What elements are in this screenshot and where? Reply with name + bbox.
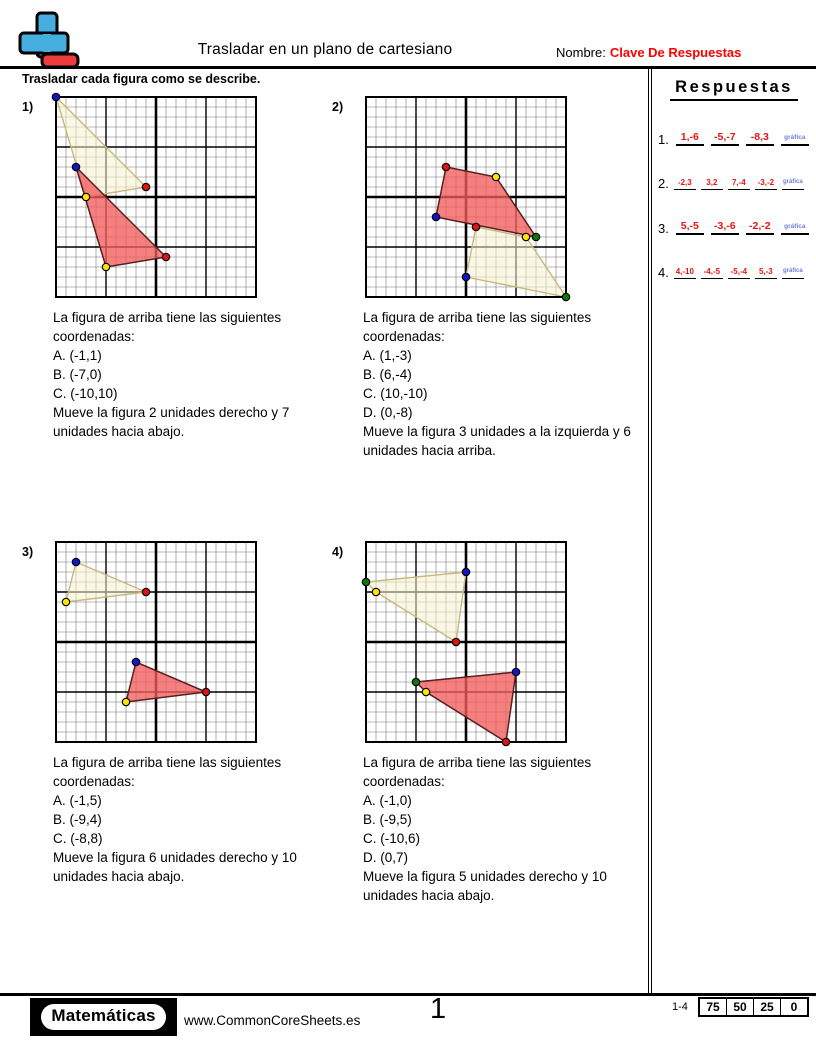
move-instruction: Mueve la figura 5 unidades derecho y 10 unidades hacia abajo.: [363, 869, 607, 903]
vertex-dot-A: [502, 738, 509, 745]
vertex-dot-B: [82, 193, 89, 200]
vertex-dot-C: [362, 578, 369, 585]
vertex-dot-B: [522, 233, 529, 240]
answer-row: [658, 132, 810, 146]
vertex-dot-B: [122, 698, 129, 705]
answer-value: -4,-5: [701, 266, 723, 279]
vertex-dot-A: [142, 588, 149, 595]
vertex-dot-B: [102, 263, 109, 270]
grafica-link: gráfica: [781, 221, 809, 235]
vertex-dot-C: [72, 558, 79, 565]
footer-divider: [0, 993, 816, 996]
original-figure: [466, 227, 566, 297]
score-cell: 75: [706, 1000, 720, 1014]
problem-text: [363, 753, 645, 905]
coordinate-line: B. (-7,0): [53, 367, 102, 382]
problem-text: [53, 308, 335, 441]
coordinate-grid-3: [56, 542, 256, 742]
vertex-dot-A: [472, 223, 479, 230]
coordinate-line: D. (0,7): [363, 850, 409, 865]
score-cell: 50: [726, 999, 753, 1015]
answer-value: 7,-4: [728, 177, 750, 190]
vertex-dot-C: [52, 93, 59, 100]
problem-2: [332, 97, 647, 460]
coordinate-line: C. (10,-10): [363, 386, 428, 401]
brand-name: Matemáticas: [41, 1004, 165, 1030]
vertex-dot-A: [202, 688, 209, 695]
problem-number: 1): [22, 100, 34, 114]
answer-value: 3,2: [701, 177, 723, 190]
problem-text: [363, 308, 645, 460]
answer-value: -3,-6: [711, 221, 739, 235]
vertex-dot-C: [562, 293, 569, 300]
coordinate-line: A. (1,-3): [363, 348, 412, 363]
coordinate-line: A. (-1,1): [53, 348, 102, 363]
coordinate-grid-1: [56, 97, 256, 297]
answer-value: -8,3: [746, 132, 774, 146]
problem-number: 4): [332, 545, 344, 559]
vertex-dot-A: [142, 183, 149, 190]
worksheet-instruction: Trasladar cada figura como se describe.: [22, 72, 261, 86]
vertex-dot-C: [532, 233, 539, 240]
problem-number: 3): [22, 545, 34, 559]
vertex-dot-A: [452, 638, 459, 645]
vertex-dot-B: [422, 688, 429, 695]
coordinate-line: A. (-1,5): [53, 793, 102, 808]
answer-value: -5,-7: [711, 132, 739, 146]
answer-value: -5,-4: [728, 266, 750, 279]
vertex-dot-A: [442, 163, 449, 170]
problem-4: [332, 542, 647, 905]
name-label: Nombre:: [556, 45, 606, 60]
grafica-link: gráfica: [782, 177, 804, 190]
vertex-dot-C: [132, 658, 139, 665]
coords-list: [53, 791, 335, 848]
problem-text: [53, 753, 335, 886]
coordinate-line: D. (0,-8): [363, 405, 413, 420]
problem-number: 2): [332, 100, 344, 114]
move-instruction: Mueve la figura 2 unidades derecho y 7 unidades hacia abajo.: [53, 405, 290, 439]
grafica-link: gráfica: [781, 132, 809, 146]
problem-1: [22, 97, 337, 441]
answer-value: 5,-3: [755, 266, 777, 279]
answer-value: -2,3: [674, 177, 696, 190]
coordinate-line: B. (-9,5): [363, 812, 412, 827]
grafica-link: gráfica: [782, 266, 804, 279]
move-instruction: Mueve la figura 3 unidades a la izquierda y 6 unidades hacia arriba.: [363, 424, 631, 458]
answer-value: 4,-10: [674, 266, 696, 279]
coordinate-grid-2: [366, 97, 566, 297]
problem-3: [22, 542, 337, 886]
answer-number: 4.: [658, 265, 669, 280]
vertex-dot-B: [62, 598, 69, 605]
answer-row: [658, 221, 810, 235]
brand-logo: [30, 998, 177, 1036]
answer-number: 3.: [658, 221, 669, 236]
problem-intro: La figura de arriba tiene las siguientes coordenadas:: [363, 755, 592, 789]
answers-sidebar: [648, 68, 812, 993]
vertex-dot-B: [492, 173, 499, 180]
coordinate-grid-4: [366, 542, 566, 742]
answer-value: -3,-2: [755, 177, 777, 190]
coords-list: [363, 346, 645, 422]
answer-value: 1,-6: [676, 132, 704, 146]
page-number: 1: [430, 993, 447, 1025]
problem-intro: La figura de arriba tiene las siguientes coordenadas:: [363, 310, 592, 344]
coordinate-line: B. (6,-4): [363, 367, 412, 382]
score-cell: 25: [753, 999, 780, 1015]
score-range: 1-4: [672, 1001, 688, 1013]
answers-title: Respuestas: [670, 78, 798, 101]
coordinate-line: A. (-1,0): [363, 793, 412, 808]
answer-row: [658, 266, 810, 279]
problem-intro: La figura de arriba tiene las siguientes coordenadas:: [53, 755, 282, 789]
coordinate-line: B. (-9,4): [53, 812, 102, 827]
vertex-dot-C: [72, 163, 79, 170]
vertex-dot-C: [412, 678, 419, 685]
problem-intro: La figura de arriba tiene las siguientes coordenadas:: [53, 310, 282, 344]
score-table: [698, 997, 809, 1017]
score-cell: 0: [780, 999, 807, 1015]
answer-number: 2.: [658, 176, 669, 191]
translated-figure: [436, 167, 536, 237]
plus-minus-logo-icon: [16, 11, 82, 69]
vertex-dot-D: [462, 568, 469, 575]
vertex-dot-D: [462, 273, 469, 280]
answer-row: [658, 177, 810, 190]
vertex-dot-B: [372, 588, 379, 595]
coordinate-line: C. (-10,10): [53, 386, 118, 401]
answer-value: -2,-2: [746, 221, 774, 235]
vertex-dot-D: [512, 668, 519, 675]
page-title: Trasladar en un plano de cartesiano: [197, 41, 453, 58]
move-instruction: Mueve la figura 6 unidades derecho y 10 unidades hacia abajo.: [53, 850, 297, 884]
coordinate-line: C. (-8,8): [53, 831, 103, 846]
answer-number: 1.: [658, 132, 669, 147]
answer-value: 5,-5: [676, 221, 704, 235]
vertex-dot-D: [432, 213, 439, 220]
site-url: www.CommonCoreSheets.es: [184, 1013, 361, 1028]
name-row: [556, 45, 741, 60]
coords-list: [53, 346, 335, 403]
answers-list: [658, 132, 810, 279]
vertex-dot-A: [162, 253, 169, 260]
answer-key-label: Clave De Respuestas: [609, 45, 742, 60]
coordinate-line: C. (-10,6): [363, 831, 421, 846]
coords-list: [363, 791, 645, 867]
